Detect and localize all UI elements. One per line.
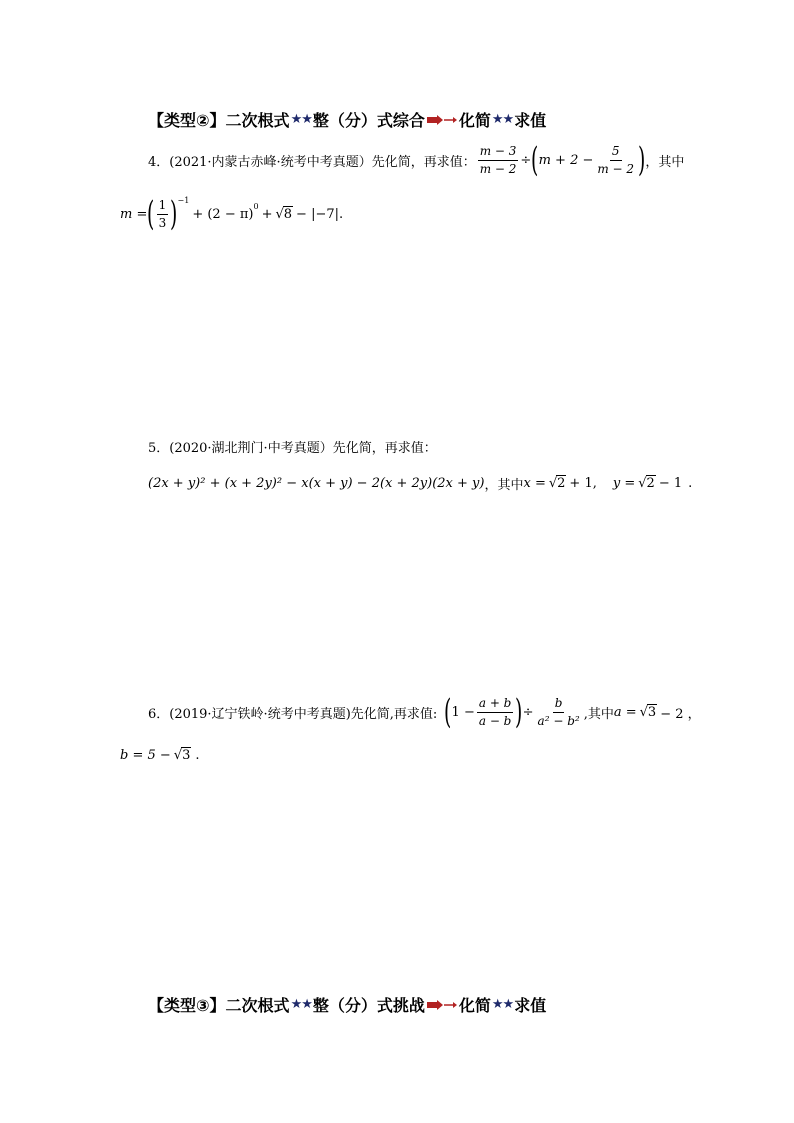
- q6-frac2-denominator: a² − b²: [537, 713, 580, 728]
- sqrt-icon: √: [639, 704, 648, 720]
- right-paren: ): [515, 692, 523, 732]
- section-heading-type3: [148, 993, 546, 1016]
- q4-sqrt8: 8: [283, 207, 293, 222]
- q6-b-eq: b = 5 −: [120, 747, 171, 763]
- q4-frac1-numerator: m − 3: [478, 144, 519, 161]
- q4-suffix: ，其中: [645, 154, 685, 170]
- sqrt-icon: √: [548, 475, 558, 491]
- q6-frac1-numerator: a + b: [477, 696, 514, 713]
- q4-term2: + (2 − π): [192, 206, 254, 222]
- q5-expression: (2x + y)² + (x + 2y)² − x(x + y) − 2(x + 2y)(2x + y): [148, 475, 485, 491]
- question-4-line-2: [120, 194, 343, 234]
- q6-sqrt3-b: 3: [182, 748, 191, 763]
- question-6-line-1: [148, 692, 701, 732]
- q5-prefix: 5．(2020·湖北荆门·中考真题）先化简，再求值：: [148, 441, 437, 456]
- q6-where: ,其中: [583, 706, 614, 722]
- q6-divide: ÷: [522, 704, 534, 720]
- heading-text-a: 【类型③】二次根式: [148, 996, 290, 1015]
- heading-text-c: 化简: [458, 996, 491, 1015]
- q5-where: ，其中: [484, 477, 524, 493]
- q6-frac2-numerator: b: [553, 696, 565, 713]
- q5-x-eq: x =: [523, 475, 546, 491]
- left-paren: (: [147, 194, 155, 234]
- sqrt-icon: √: [173, 747, 183, 763]
- right-paren: ): [170, 194, 178, 234]
- q4-third-numerator: 1: [157, 198, 169, 215]
- q6-one-minus: 1 −: [451, 704, 475, 720]
- q4-divide: ÷: [520, 152, 532, 168]
- q4-frac1-denominator: m − 2: [479, 161, 517, 176]
- star-icon: ★★: [290, 112, 312, 127]
- q6-end: .: [195, 747, 200, 763]
- q5-sqrt2-y: 2: [646, 476, 655, 491]
- sqrt-icon: √: [275, 206, 284, 222]
- heading-text-a: 【类型②】二次根式: [148, 111, 290, 130]
- q4-fraction-1: [478, 144, 519, 177]
- q4-exponent-neg1: −1: [177, 196, 190, 205]
- left-paren: (: [444, 692, 452, 732]
- q4-m-eq: m =: [120, 206, 148, 222]
- heading-text-c: 化简: [458, 111, 491, 130]
- left-paren: (: [531, 140, 539, 180]
- q4-one-third: [157, 198, 169, 231]
- q5-y-tail: − 1: [658, 475, 683, 491]
- question-4-line-1: [148, 140, 684, 180]
- q5-end: .: [688, 475, 693, 491]
- q6-prefix: 6．(2019·辽宁铁岭·统考中考真题)先化简,再求值:: [148, 706, 438, 722]
- q4-exponent-0: 0: [253, 202, 259, 211]
- q4-fraction-2: [595, 144, 636, 177]
- q4-third-denominator: 3: [158, 215, 167, 230]
- question-5-line-1: [148, 437, 437, 456]
- star-icon: ★★: [290, 997, 312, 1012]
- heading-text-b: 整（分）式挑战: [312, 996, 425, 1015]
- q6-fraction-2: [536, 696, 582, 729]
- question-6-line-2: [120, 744, 200, 766]
- question-5-line-2: [148, 472, 692, 494]
- arrow-icon: [427, 999, 457, 1011]
- q4-end: .: [339, 206, 344, 222]
- q6-fraction-1: [477, 696, 514, 729]
- q6-sqrt3-a: 3: [647, 705, 657, 720]
- q6-a-eq: a =: [613, 704, 637, 720]
- sqrt-icon: √: [638, 475, 647, 491]
- q4-inner: m + 2 −: [538, 152, 594, 168]
- q4-plus: +: [261, 206, 273, 222]
- star-icon: ★★: [491, 997, 514, 1012]
- star-icon: ★★: [491, 112, 514, 127]
- section-heading-type2: [148, 108, 546, 131]
- q6-frac1-denominator: a − b: [478, 713, 512, 728]
- heading-text-d: 求值: [514, 111, 547, 130]
- q5-y-eq: y =: [612, 475, 636, 491]
- arrow-icon: [427, 114, 457, 126]
- heading-text-d: 求值: [514, 996, 547, 1015]
- right-paren: ): [638, 140, 646, 180]
- heading-text-b: 整（分）式综合: [312, 111, 425, 130]
- q5-sqrt2-x: 2: [557, 476, 566, 491]
- q4-minus-abs: − |−7|: [296, 206, 339, 222]
- q4-frac2-denominator: m − 2: [597, 161, 635, 176]
- q4-prefix: 4．(2021·内蒙古赤峰·统考中考真题）先化简，再求值：: [148, 154, 476, 170]
- q6-a-tail: − 2 ，: [660, 706, 701, 722]
- q5-x-tail: + 1,: [569, 475, 597, 491]
- q4-frac2-numerator: 5: [610, 144, 622, 161]
